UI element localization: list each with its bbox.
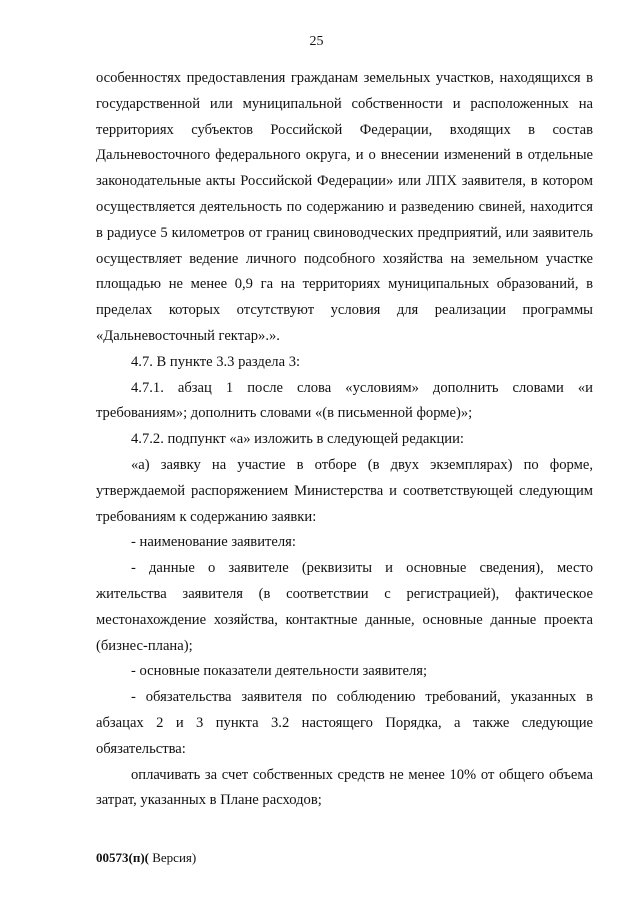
page-number: 25 [309,34,324,49]
text-line: «а) заявку на участие в отборе (в двух экземплярах) по форме, [131,456,593,473]
footer-version: Версия) [148,850,197,865]
text-line: в радиусе 5 километров от границ свиноводческих предприятий, или заявитель [96,224,593,241]
text-line: затрат, указанных в Плане расходов; [96,792,322,809]
text-line: государственной или муниципальной собственности и расположенных на [96,95,593,112]
text-line: абзацах 2 и 3 пункта 3.2 настоящего Порядка, а также следующие [96,714,593,731]
text-line: - основные показатели деятельности заявителя; [131,663,428,680]
text-line: оплачивать за счет собственных средств не менее 10% от общего объема [131,766,593,783]
text-line: (бизнес-плана); [96,637,193,654]
text-line: 4.7. В пункте 3.3 раздела 3: [131,353,301,370]
text-line: Дальневосточного федерального округа, и о внесении изменений в отдельные [96,147,593,164]
document-body [96,66,593,814]
text-line: - обязательства заявителя по соблюдению требований, указанных в [131,689,593,706]
text-line: «Дальневосточный гектар».». [96,327,280,344]
text-line: требованиям к содержанию заявки: [96,508,317,525]
text-line: особенностях предоставления гражданам земельных участков, находящихся в [96,70,593,86]
text-line: 4.7.2. подпункт «а» изложить в следующей редакции: [131,431,464,448]
text-line: требованиям»; дополнить словами «(в письменной форме)»; [96,405,473,422]
text-line: - наименование заявителя: [131,534,296,551]
document-footer [96,850,196,866]
text-line: 4.7.1. абзац 1 после слова «условиям» дополнить словами «и [131,379,593,396]
text-line: жительства заявителя (в соответствии с регистрацией), фактическое [96,585,593,602]
footer-code: 00573(п)( [96,850,149,865]
text-line: осуществляется деятельность по содержанию и разведению свиней, находится [96,198,593,215]
text-line: площадью не менее 0,9 га на территориях муниципальных образований, в [96,276,593,293]
text-line: осуществляет ведение личного подсобного хозяйства на земельном участке [96,250,593,267]
text-line: - данные о заявителе (реквизиты и основные сведения), место [131,560,593,577]
text-line: обязательства: [96,740,186,757]
text-line: территориях субъектов Российской Федерации, входящих в состав [96,121,593,138]
text-line: утверждаемой распоряжением Министерства и соответствующей следующим [96,482,593,499]
text-line: местонахождение хозяйства, контактные данные, основные данные проекта [96,611,593,628]
text-line: законодательные акты Российской Федерации» или ЛПХ заявителя, в котором [96,173,593,190]
text-line: пределах которых отсутствуют условия для реализации программы [96,302,593,319]
